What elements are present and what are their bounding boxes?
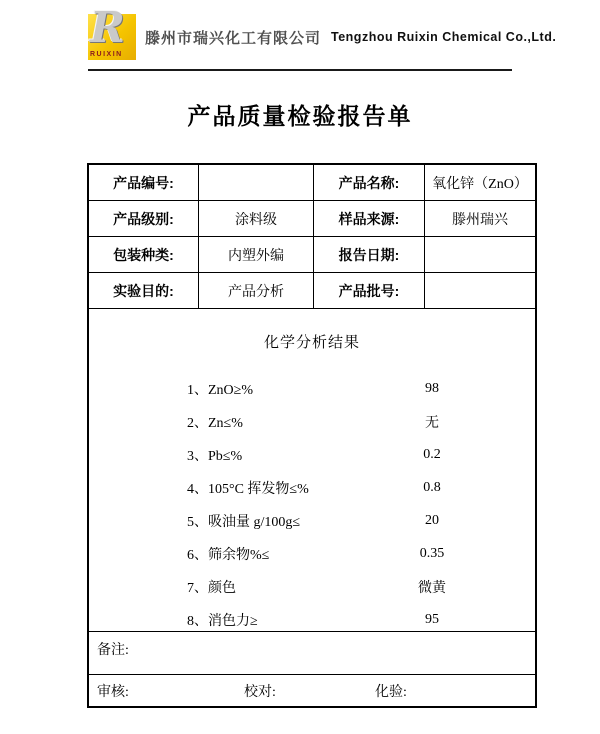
analysis-item-label: 1、ZnO≥%	[187, 382, 254, 398]
product-no-label: 产品编号:	[89, 165, 199, 200]
analysis-item-zn	[89, 405, 535, 438]
batch-no-label: 产品批号:	[314, 273, 425, 308]
product-grade-value: 涂料级	[199, 201, 314, 236]
analysis-item-label: 5、吸油量 g/100g≤	[187, 514, 301, 530]
signature-row	[89, 675, 535, 706]
remarks-label: 备注:	[97, 643, 129, 658]
table-row-purpose	[89, 273, 535, 309]
product-name-label: 产品名称:	[314, 165, 425, 200]
analysis-item-pb	[89, 438, 535, 471]
logo-brand-text: RUIXIN	[90, 51, 123, 58]
analysis-item-label: 8、消色力≥	[187, 613, 258, 629]
proofread-label: 校对:	[244, 684, 276, 700]
analysis-item-oil-absorption	[89, 504, 535, 537]
packaging-label: 包装种类:	[89, 237, 199, 272]
analysis-item-value: 20	[425, 512, 439, 528]
page-title: 产品质量检验报告单	[187, 103, 413, 129]
analysis-section	[89, 309, 535, 632]
test-purpose-value: 产品分析	[199, 273, 314, 308]
report-table	[87, 163, 537, 708]
analysis-item-value: 0.35	[419, 545, 445, 561]
analysis-section-title: 化学分析结果	[263, 335, 360, 351]
analysis-item-color	[89, 570, 535, 603]
table-row-product-no	[89, 165, 535, 201]
product-name-value: 氧化锌（ZnO）	[432, 176, 528, 192]
header-divider	[88, 69, 512, 71]
analysis-item-label: 6、筛余物%≤	[187, 547, 270, 563]
review-label: 审核:	[97, 684, 129, 700]
report-date-label: 报告日期:	[314, 237, 425, 272]
remarks-row	[89, 632, 535, 675]
logo-r-glyph: R	[90, 3, 125, 52]
product-no-value	[199, 165, 314, 200]
analysis-item-label: 4、105°C 挥发物≤%	[187, 481, 309, 497]
company-logo	[88, 3, 136, 60]
analysis-item-label: 2、Zn≤%	[187, 415, 243, 431]
packaging-value: 内塑外编	[199, 237, 314, 272]
analysis-item-label: 3、Pb≤%	[187, 448, 243, 464]
company-header	[88, 3, 557, 60]
test-label: 化验:	[375, 684, 407, 700]
product-grade-label: 产品级别:	[89, 201, 199, 236]
sample-source-label: 样品来源:	[314, 201, 425, 236]
table-row-packaging	[89, 237, 535, 273]
report-date-value	[425, 237, 535, 272]
analysis-item-volatiles	[89, 471, 535, 504]
analysis-item-value: 95	[425, 611, 439, 627]
analysis-item-value: 0.2	[423, 446, 441, 462]
analysis-item-value: 0.8	[423, 479, 441, 495]
analysis-item-value: 无	[425, 415, 439, 431]
analysis-item-label: 7、颜色	[187, 580, 236, 596]
analysis-item-zno	[89, 372, 535, 405]
company-name-english: Tengzhou Ruixin Chemical Co.,Ltd.	[331, 30, 557, 44]
sample-source-value: 滕州瑞兴	[452, 212, 508, 228]
company-name-chinese: 滕州市瑞兴化工有限公司	[145, 30, 322, 47]
analysis-item-value: 98	[425, 380, 439, 396]
batch-no-value	[425, 273, 535, 308]
analysis-item-sieve-residue	[89, 537, 535, 570]
analysis-items	[89, 372, 535, 636]
table-row-product-grade	[89, 201, 535, 237]
analysis-item-value: 微黄	[418, 580, 446, 596]
analysis-item-tinting-strength	[89, 603, 535, 636]
test-purpose-label: 实验目的:	[89, 273, 199, 308]
